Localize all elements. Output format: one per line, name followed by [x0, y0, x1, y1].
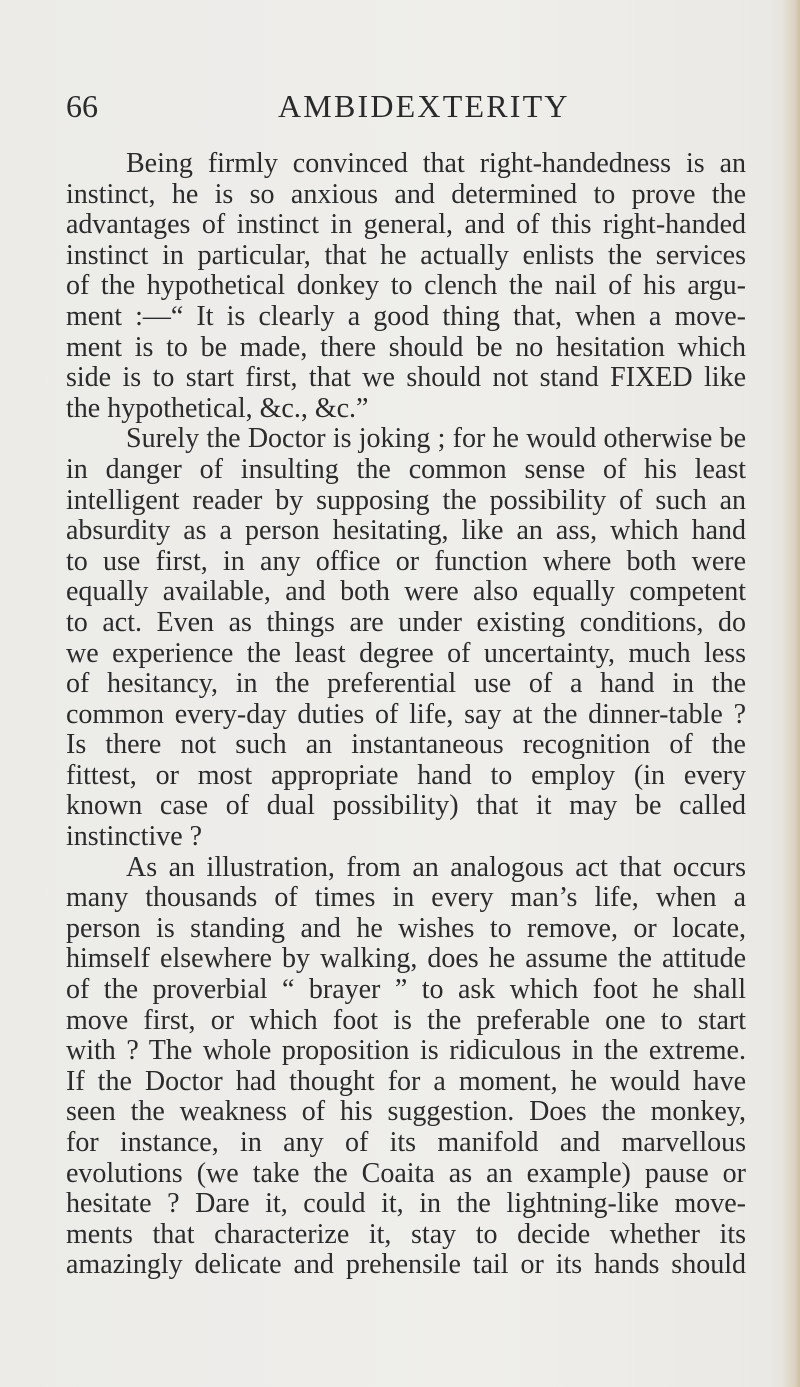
text-line: instinctive ?	[66, 822, 203, 853]
text-line: absurdity as a person hesitating, like an ass, which hand	[66, 516, 746, 547]
text-line: Is there not such an instantaneous recognition of the	[66, 730, 746, 761]
text-line: instinct, he is so anxious and determined to prove the	[66, 179, 746, 210]
text-line: ments that characterize it, stay to decide whether its	[66, 1219, 746, 1250]
text-line: to act. Even as things are under existing conditions, do	[66, 607, 746, 638]
text-line: in danger of insulting the common sense of his least	[66, 454, 746, 485]
running-title: AMBIDEXTERITY	[278, 88, 570, 124]
text-line: equally available, and both were also equally competent	[66, 577, 746, 608]
text-line: of the proverbial “ brayer ” to ask which foot he shall	[66, 975, 746, 1006]
text-line: of the hypothetical donkey to clench the nail of his argu-	[66, 271, 746, 302]
text-line: himself elsewhere by walking, does he assume the attitude	[66, 944, 746, 975]
text-line: the hypothetical, &c., &c.”	[66, 393, 369, 424]
text-line: move first, or which foot is the preferable one to start	[66, 1005, 746, 1036]
text-line: ment is to be made, there should be no hesitation which	[66, 332, 746, 363]
text-line: to use first, in any office or function where both were	[66, 546, 746, 577]
text-line: intelligent reader by supposing the possibility of such an	[66, 485, 746, 516]
page-number: 66	[66, 88, 98, 124]
text-line: instinct in particular, that he actually enlists the services	[66, 240, 746, 271]
text-line: If the Doctor had thought for a moment, he would have	[66, 1066, 746, 1097]
text-line: with ? The whole proposition is ridiculous in the extreme.	[66, 1036, 746, 1067]
text-line: Surely the Doctor is joking ; for he would otherwise be	[126, 424, 746, 455]
text-line: ment :—“ It is clearly a good thing that, when a move-	[66, 301, 746, 332]
text-line: fittest, or most appropriate hand to employ (in every	[66, 760, 746, 791]
text-line: hesitate ? Dare it, could it, in the lightning-like move-	[66, 1189, 746, 1220]
text-line: seen the weakness of his suggestion. Does the monkey,	[66, 1097, 746, 1128]
text-line: for instance, in any of its manifold and marvellous	[66, 1128, 746, 1158]
text-line: side is to start first, that we should not stand FIXED like	[66, 363, 746, 394]
page-header	[66, 88, 746, 132]
text-line: person is standing and he wishes to remove, or locate,	[66, 913, 746, 944]
body-text	[66, 149, 746, 1281]
text-line: known case of dual possibility) that it may be called	[66, 791, 746, 822]
text-line: common every-day duties of life, say at the dinner-table ?	[66, 699, 746, 730]
text-line: evolutions (we take the Coaita as an example) pause or	[66, 1158, 746, 1189]
text-line: advantages of instinct in general, and of this right-handed	[66, 210, 746, 241]
text-line: amazingly delicate and prehensile tail or its hands should	[66, 1250, 746, 1281]
text-line: many thousands of times in every man’s life, when a	[66, 883, 746, 914]
text-line: of hesitancy, in the preferential use of a hand in the	[66, 669, 746, 700]
text-line: Being firmly convinced that right-handedness is an	[126, 149, 746, 179]
page-edge-stain	[782, 0, 800, 1387]
text-line: we experience the least degree of uncertainty, much less	[66, 638, 746, 669]
text-line: As an illustration, from an analogous act that occurs	[126, 852, 746, 883]
